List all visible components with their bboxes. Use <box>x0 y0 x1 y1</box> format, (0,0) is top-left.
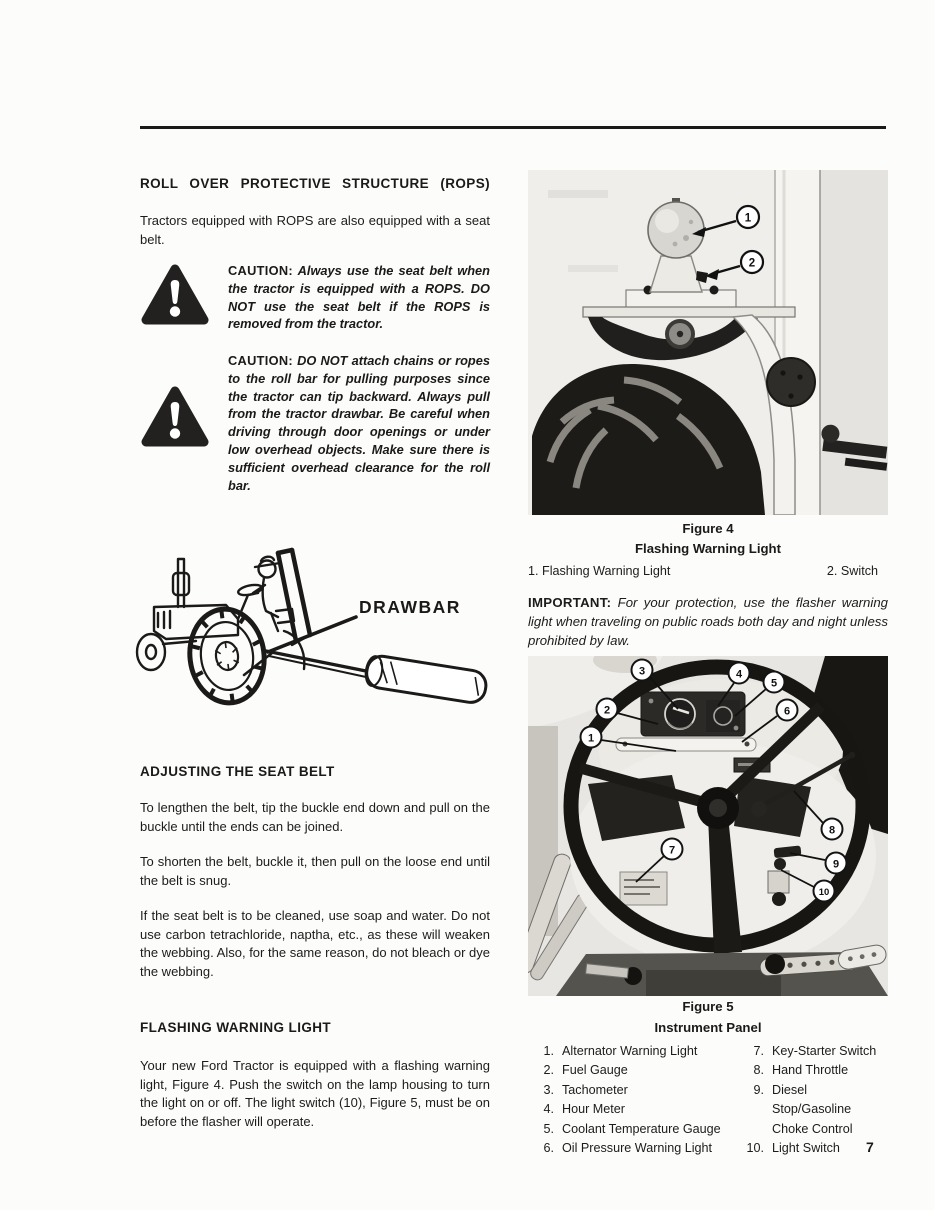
seat-belt-para-3: If the seat belt is to be cleaned, use soap and water. Do not use carbon tetrachloride, naptha, etc., as these will weaken the webbing. Also, for the same reason, do not bleach or dye the webbing. <box>140 908 490 979</box>
seat-belt-para-1: To lengthen the belt, tip the buckle end down and pull on the buckle until the ends can be joined. <box>140 800 490 834</box>
figure4-legend <box>528 564 888 578</box>
caution-2-text <box>228 352 490 494</box>
legend-item: 6. Oil Pressure Warning Light <box>543 1141 713 1156</box>
svg-text:5: 5 <box>770 677 778 690</box>
legend-item: 5. Coolant Temperature Gauge <box>543 1121 721 1136</box>
legend-item: Choke Control <box>772 1121 853 1136</box>
figure5-subtitle: Instrument Panel <box>654 1020 762 1035</box>
svg-text:8: 8 <box>828 824 836 837</box>
svg-text:1: 1 <box>587 732 595 745</box>
caution-block-2 <box>140 352 490 494</box>
legend-item: 2. Fuel Gauge <box>543 1063 628 1078</box>
legend-item: 4. Hour Meter <box>543 1102 625 1117</box>
legend-item: 3. Tachometer <box>543 1082 628 1097</box>
svg-text:2: 2 <box>748 257 756 270</box>
legend-item: 10. Light Switch <box>746 1141 840 1156</box>
seat-belt-para-2: To shorten the belt, buckle it, then pull on the loose end until the belt is snug. <box>140 854 490 888</box>
svg-text:1: 1 <box>744 212 752 225</box>
caution-label: CAUTION: <box>228 353 293 368</box>
legend-item: 9. Diesel Stop/Gasoline <box>753 1082 852 1117</box>
svg-text:4: 4 <box>735 668 743 681</box>
figure4-title: Figure 4 <box>682 521 734 536</box>
figure4-legend-item: 1. Flashing Warning Light <box>528 564 671 578</box>
tractor-drawbar-illustration <box>126 523 504 747</box>
caution-label: CAUTION: <box>228 263 293 278</box>
legend-item: 8. Hand Throttle <box>753 1063 849 1078</box>
figure5-photo <box>528 656 888 996</box>
drawbar-label: DRAWBAR <box>359 597 461 617</box>
warning-triangle-icon <box>140 384 210 450</box>
caution-body: Always use the seat belt when the tractor is equipped with a ROPS. DO NOT use the seat belt if the ROPS is removed from the tractor. <box>228 263 490 332</box>
flashing-para: Your new Ford Tractor is equipped with a flashing warning light, Figure 4. Push the switch on the lamp housing to turn the light on or off. The light switch (10), Figure 5, must be on before the flasher will operate. <box>140 1058 490 1129</box>
warning-triangle-icon <box>140 262 210 328</box>
svg-text:9: 9 <box>832 858 840 871</box>
rops-intro: Tractors equipped with ROPS are also equipped with a seat belt. <box>140 213 490 247</box>
svg-text:6: 6 <box>783 705 791 718</box>
legend-item: 7. Key-Starter Switch <box>753 1044 877 1058</box>
caution-block-1 <box>140 262 490 333</box>
figure4-subtitle: Flashing Warning Light <box>634 541 782 556</box>
caution-1-text <box>228 262 490 333</box>
figure4-legend-item: 2. Switch <box>826 564 878 578</box>
page-number: 7 <box>866 1139 874 1155</box>
rops-heading: ROLL OVER PROTECTIVE STRUCTURE (ROPS) <box>140 176 490 191</box>
figure5-legend-left <box>528 1042 738 1158</box>
figure5-title: Figure 5 <box>682 999 734 1014</box>
svg-text:7: 7 <box>668 844 676 857</box>
figure4-photo <box>528 170 888 515</box>
flashing-heading: FLASHING WARNING LIGHT <box>140 1020 332 1035</box>
svg-text:2: 2 <box>603 704 611 717</box>
figure5-legend <box>528 1042 888 1158</box>
svg-text:10: 10 <box>818 887 830 898</box>
caution-body: DO NOT attach chains or ropes to the roll bar for pulling purposes since the tractor can tip backward. Always pull from the tractor drawbar. Be careful when driving through door openings or under low overhead objects. Make sure there is sufficient overhead clearance for the roll bar. <box>228 353 490 493</box>
important-note: IMPORTANT: For your protection, use the flasher warning light when traveling on public roads both day and night unless prohibited by law. <box>528 595 888 648</box>
header-rule <box>140 126 886 129</box>
legend-item: 1. Alternator Warning Light <box>543 1044 698 1058</box>
svg-text:3: 3 <box>638 665 646 678</box>
seat-belt-heading: ADJUSTING THE SEAT BELT <box>140 764 335 779</box>
